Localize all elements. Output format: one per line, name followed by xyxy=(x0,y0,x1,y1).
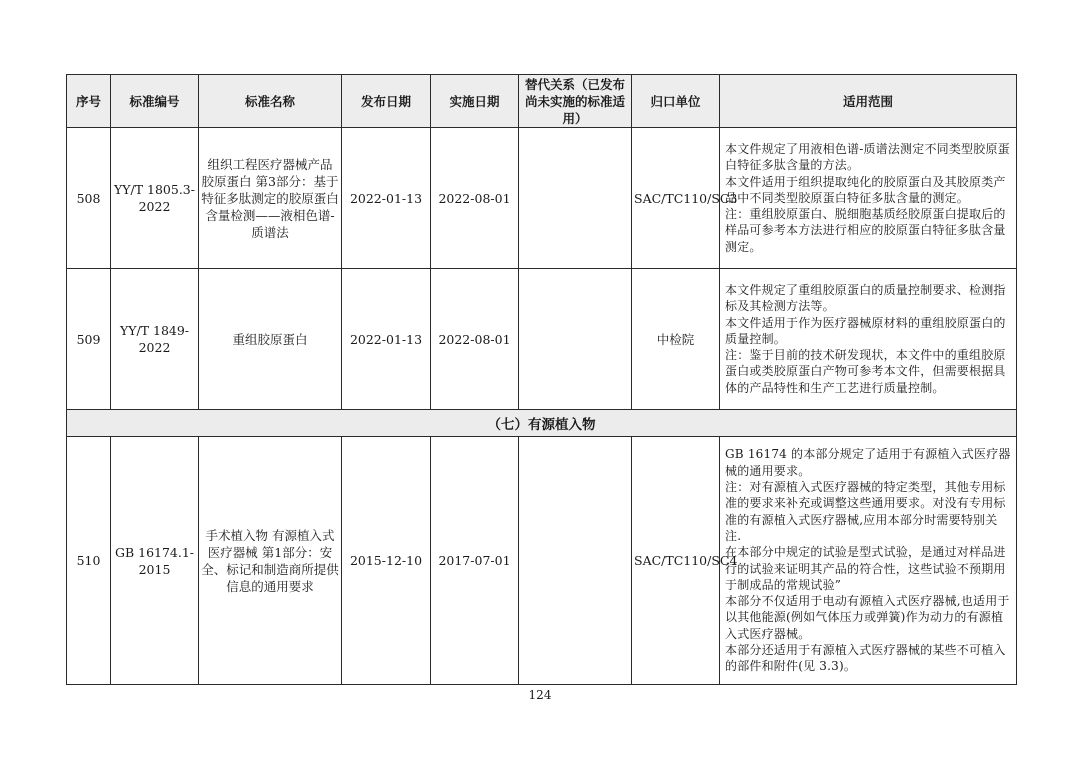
cell-replace xyxy=(519,269,632,410)
header-std-name: 标准名称 xyxy=(199,75,342,128)
table-row xyxy=(67,128,1017,269)
header-impl-date: 实施日期 xyxy=(431,75,519,128)
header-unit: 归口单位 xyxy=(632,75,720,128)
header-seq: 序号 xyxy=(67,75,111,128)
table-row xyxy=(67,269,1017,410)
section-row xyxy=(67,410,1017,437)
cell-unit: SAC/TC110/SC3 xyxy=(632,128,720,269)
header-publish-date: 发布日期 xyxy=(342,75,431,128)
cell-scope: 本文件规定了重组胶原蛋白的质量控制要求、检测指标及其检测方法等。 本文件适用于作为医疗器械原材料的重组胶原蛋白的质量控制。 注：鉴于目前的技术研发现状，本文件中的重组胶原蛋白或类胶原蛋白产物可参考本文件，但需要根据具体的产品特性和生产工艺进行质量控制。 xyxy=(720,269,1017,410)
cell-std-name: 重组胶原蛋白 xyxy=(199,269,342,410)
cell-unit: SAC/TC110/SC4 xyxy=(632,437,720,685)
cell-scope: GB 16174 的本部分规定了适用于有源植入式医疗器械的通用要求。 注：对有源植入式医疗器械的特定类型，其他专用标准的要求来补充或调整这些通用要求。对没有专用标准的有源植入式医疗器械,应用本部分时需要特别关注. 在本部分中规定的试验是型式试验，是通过对样品进行的试验来证明其产品的符合性，这些试验不预期用于制成品的常规试验” 本部分不仅适用于电动有源植入式医疗器械,也适用于以其他能源(例如气体压力或弹簧)作为动力的有源植入式医疗器械。 本部分还适用于有源植入式医疗器械的某些不可植入的部件和附件(见 3.3)。 xyxy=(720,437,1017,685)
cell-publish-date: 2022-01-13 xyxy=(342,128,431,269)
cell-publish-date: 2022-01-13 xyxy=(342,269,431,410)
cell-impl-date: 2022-08-01 xyxy=(431,269,519,410)
header-std-no: 标准编号 xyxy=(111,75,199,128)
cell-std-name: 手术植入物 有源植入式医疗器械 第1部分：安全、标记和制造商所提供信息的通用要求 xyxy=(199,437,342,685)
cell-replace xyxy=(519,437,632,685)
cell-scope: 本文件规定了用液相色谱-质谱法测定不同类型胶原蛋白特征多肽含量的方法。 本文件适用于组织提取纯化的胶原蛋白及其胶原类产品中不同类型胶原蛋白特征多肽含量的测定。 注：重组胶原蛋白、脱细胞基质经胶原蛋白提取后的样品可参考本方法进行相应的胶原蛋白特征多肽含量测定。 xyxy=(720,128,1017,269)
table-header-row xyxy=(67,75,1017,128)
cell-publish-date: 2015-12-10 xyxy=(342,437,431,685)
header-scope: 适用范围 xyxy=(720,75,1017,128)
cell-seq: 510 xyxy=(67,437,111,685)
section-title: （七）有源植入物 xyxy=(67,410,1017,437)
cell-std-name: 组织工程医疗器械产品 胶原蛋白 第3部分：基于特征多肽测定的胶原蛋白含量检测——液相色谱-质谱法 xyxy=(199,128,342,269)
cell-replace xyxy=(519,128,632,269)
page-number: 124 xyxy=(528,688,552,702)
cell-std-no: YY/T 1805.3-2022 xyxy=(111,128,199,269)
cell-std-no: GB 16174.1-2015 xyxy=(111,437,199,685)
standards-table xyxy=(66,74,1017,685)
cell-seq: 508 xyxy=(67,128,111,269)
cell-impl-date: 2022-08-01 xyxy=(431,128,519,269)
cell-std-no: YY/T 1849-2022 xyxy=(111,269,199,410)
cell-seq: 509 xyxy=(67,269,111,410)
cell-unit: 中检院 xyxy=(632,269,720,410)
table-row xyxy=(67,437,1017,685)
header-replace: 替代关系（已发布尚未实施的标准适用） xyxy=(519,75,632,128)
cell-impl-date: 2017-07-01 xyxy=(431,437,519,685)
